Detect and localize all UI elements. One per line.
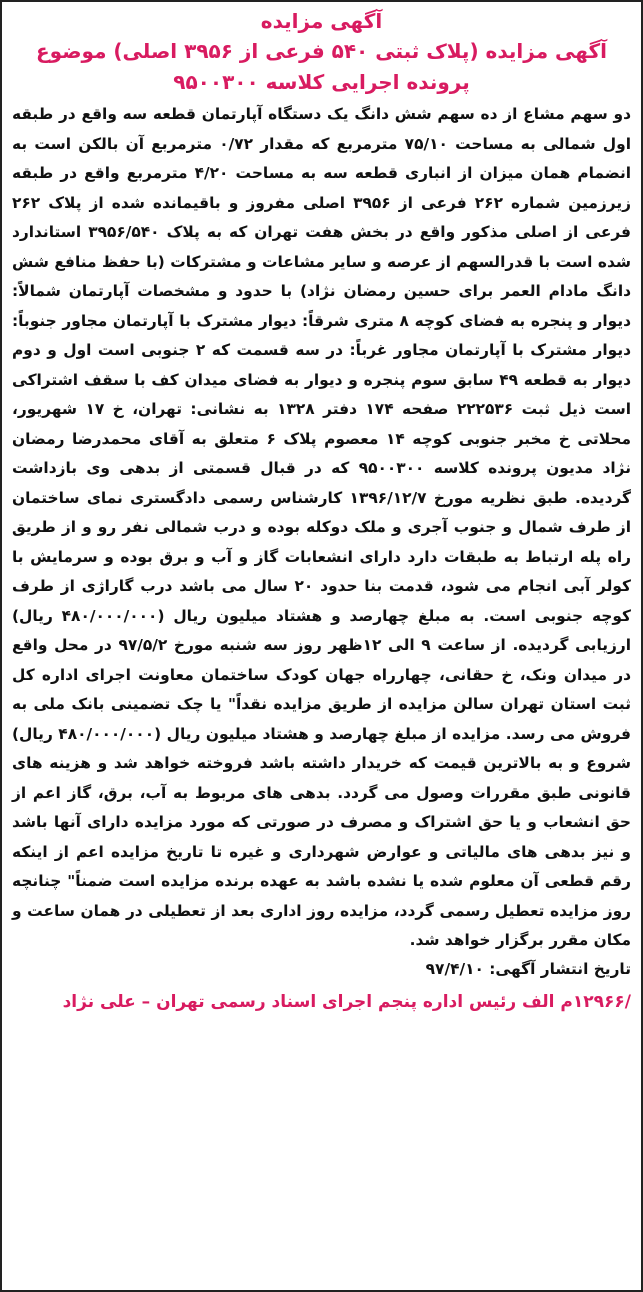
footer-signature: رئیس اداره پنجم اجرای اسناد رسمی تهران – علی نژاد bbox=[62, 991, 517, 1012]
notice-body: دو سهم مشاع از ده سهم شش دانگ یک دستگاه آپارتمان قطعه سه واقع در طبقه اول شمالی به مساحت ۷۵/۱۰ مترمربع که مقدار ۰/۷۲ مترمربع آن بالکن است به انضمام همان میزان از انباری قطعه سه به مساحت ۴/۲۰ مترمربع واقع در طبقه زیرزمین شماره ۲۶۲ فرعی از ۳۹۵۶ اصلی مفروز و باقیمانده شده از پلاک ۲۶۲ فرعی از اصلی مذکور واقع در بخش هفت تهران که به پلاک ۳۹۵۶/۵۴۰ استاندارد شده است با قدرالسهم از عرصه و سایر مشاعات و مشترکات (با حفظ منافع شش دانگ مادام العمر برای حسین رمضان نژاد) با حدود و مشخصات آپارتمان شمالاً: دیوار و پنجره به فضای کوچه ۸ متری شرقاً: دیوار مشترک با آپارتمان مجاور جنوباً: دیوار مشترک با آپارتمان مجاور غرباً: در سه قسمت که ۲ جنوبی است اول و دوم دیوار به قطعه ۴۹ سابق سوم پنجره و دیوار به فضای میدان کف با سقف اشتراکی است ذیل ثبت ۲۲۲۵۳۶ صفحه ۱۷۴ دفتر ۱۳۲۸ به نشانی: تهران، خ ۱۷ شهریور، محلاتی خ مخبر جنوبی کوچه ۱۴ معصوم پلاک ۶ متعلق به آقای محمدرضا رمضان نژاد مدیون پرونده کلاسه ۹۵۰۰۳۰۰ که در قبال قسمتی از بدهی وی بازداشت گردیده. طبق نظریه مورخ ۱۳۹۶/۱۲/۷ کارشناس رسمی دادگستری نمای ساختمان از طرف شمال و جنوب آجری و ملک دوکله بوده و درب شمالی نفر رو و از طریق راه پله ارتباط به طبقات دارد دارای انشعابات گاز و آب و برق بوده و سرمایش با کولر آبی انجام می شود، قدمت بنا حدود ۲۰ سال می باشد درب گاراژی از طرف کوچه جنوبی است. به مبلغ چهارصد و هشتاد میلیون ریال (۴۸۰/۰۰۰/۰۰۰ ریال) ارزیابی گردیده. از ساعت ۹ الی ۱۲ظهر روز سه شنبه مورخ ۹۷/۵/۲ در محل واقع در میدان ونک، خ حقانی، چهارراه جهان کودک ساختمان معاونت اجرای اداره کل ثبت استان تهران سالن مزایده از طریق مزایده نقداً" یا چک تضمینی بانک ملی به فروش می رسد. مزایده از مبلغ چهارصد و هشتاد میلیون ریال (۴۸۰/۰۰۰/۰۰۰ ریال) شروع و به بالاترین قیمت که خریدار داشته باشد فروخته خواهد شد و هزینه های قانونی طبق مقررات وصول می گردد. بدهی های مربوط به آب، برق، گاز اعم از حق انشعاب و یا حق اشتراک و مصرف در صورتی که مورد مزایده دارای آنها باشد و نیز بدهی های مالیاتی و عوارض شهرداری و غیره تا تاریخ مزایده اعم از اینکه رقم قطعی آن معلوم شده یا نشده باشد به عهده برنده مزایده است ضمناً" چنانچه روز مزایده تعطیل رسمی گردد، مزایده روز اداری بعد از تعطیلی در همان ساعت و مکان مقرر برگزار خواهد شد. bbox=[12, 105, 632, 949]
notice-footer bbox=[12, 987, 631, 1017]
footer-ref: /۱۲۹۶۶م الف bbox=[522, 991, 631, 1012]
notice-header bbox=[2, 6, 641, 98]
publish-date: تاریخ انتشار آگهی: ۹۷/۴/۱۰ bbox=[425, 959, 631, 978]
notice-label: آگهی مزایده bbox=[260, 9, 383, 33]
notice-title: آگهی مزایده (پلاک ثبتی ۵۴۰ فرعی از ۳۹۵۶ اصلی) موضوع پرونده اجرایی کلاسه ۹۵۰۰۳۰۰ bbox=[36, 39, 607, 94]
